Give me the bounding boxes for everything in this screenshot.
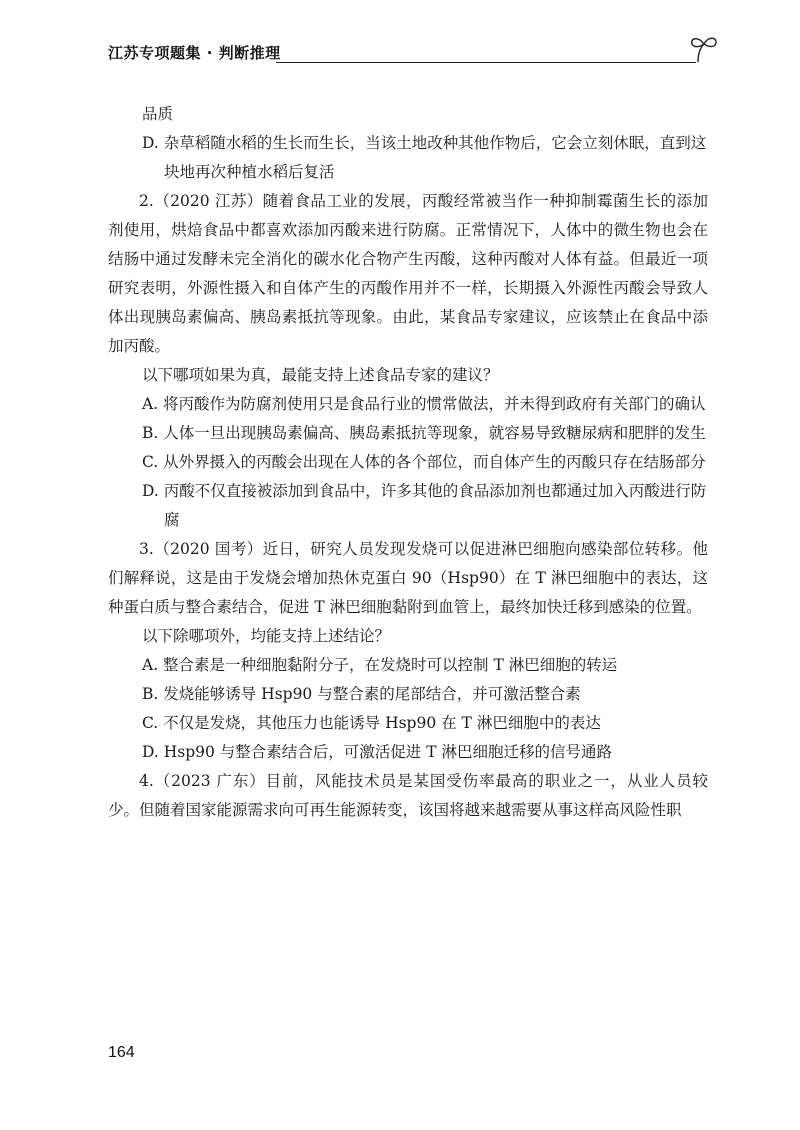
question-2-prompt: 以下哪项如果为真，最能支持上述食品专家的建议？ xyxy=(142,366,499,384)
header-rule xyxy=(276,62,696,63)
question-3-prompt: 以下除哪项外，均能支持上述结论？ xyxy=(142,627,391,645)
question-2-option-b: B. 人体一旦出现胰岛素偏高、胰岛素抵抗等现象，就容易导致糖尿病和肥胖的发生 xyxy=(142,424,706,442)
question-4-stem: 4.（2023 广东）目前，风能技术员是某国受伤率最高的职业之一，从业人员较少。但随着国家能源需求向可再生能源转变，该国将越来越需要从事这样高风险性职 xyxy=(108,772,708,819)
question-2-option-c: C. 从外界摄入的丙酸会出现在人体的各个部位，而自体产生的丙酸只存在结肠部分 xyxy=(142,453,706,471)
question-3-option-d: D. Hsp90 与整合素结合后，可激活促进 T 淋巴细胞迁移的信号通路 xyxy=(142,743,612,761)
prev-question-option-d: D. 杂草稻随水稻的生长而生长，当该土地改种其他作物后，它会立刻休眠，直到这块地再次种植水稻后复活 xyxy=(142,134,707,181)
question-3-option-c: C. 不仅是发烧，其他压力也能诱导 Hsp90 在 T 淋巴细胞中的表达 xyxy=(142,714,601,732)
question-3-stem: 3.（2020 国考）近日，研究人员发现发烧可以促进淋巴细胞向感染部位转移。他们解释说，这是由于发烧会增加热休克蛋白 90（Hsp90）在 T 淋巴细胞中的表达，这种蛋白质与整合素结合，促进 T 淋巴细胞黏附到血管上，最终加快迁移到感染的位置。 xyxy=(108,540,708,616)
sprout-icon xyxy=(686,32,720,66)
question-3-option-b: B. 发烧能够诱导 Hsp90 与整合素的尾部结合，并可激活整合素 xyxy=(142,685,581,703)
page-content xyxy=(108,100,708,825)
question-2-option-a: A. 将丙酸作为防腐剂使用只是食品行业的惯常做法，并未得到政府有关部门的确认 xyxy=(142,395,706,413)
question-2-option-d: D. 丙酸不仅直接被添加到食品中，许多其他的食品添加剂也都通过加入丙酸进行防腐 xyxy=(142,482,707,529)
question-3-option-a: A. 整合素是一种细胞黏附分子，在发烧时可以控制 T 淋巴细胞的转运 xyxy=(142,656,618,674)
prev-question-fragment: 品质 xyxy=(142,105,174,123)
page-number: 164 xyxy=(108,1044,135,1061)
header-title: 江苏专项题集 · 判断推理 xyxy=(108,44,281,62)
question-2-stem: 2.（2020 江苏）随着食品工业的发展，丙酸经常被当作一种抑制霉菌生长的添加剂使用，烘焙食品中都喜欢添加丙酸来进行防腐。正常情况下，人体中的微生物也会在结肠中通过发酵未完全消化的碳水化合物产生丙酸，这种丙酸对人体有益。但最近一项研究表明，外源性摄入和自体产生的丙酸作用并不一样，长期摄入外源性丙酸会导致人体出现胰岛素偏高、胰岛素抵抗等现象。由此，某食品专家建议，应该禁止在食品中添加丙酸。 xyxy=(108,192,708,355)
